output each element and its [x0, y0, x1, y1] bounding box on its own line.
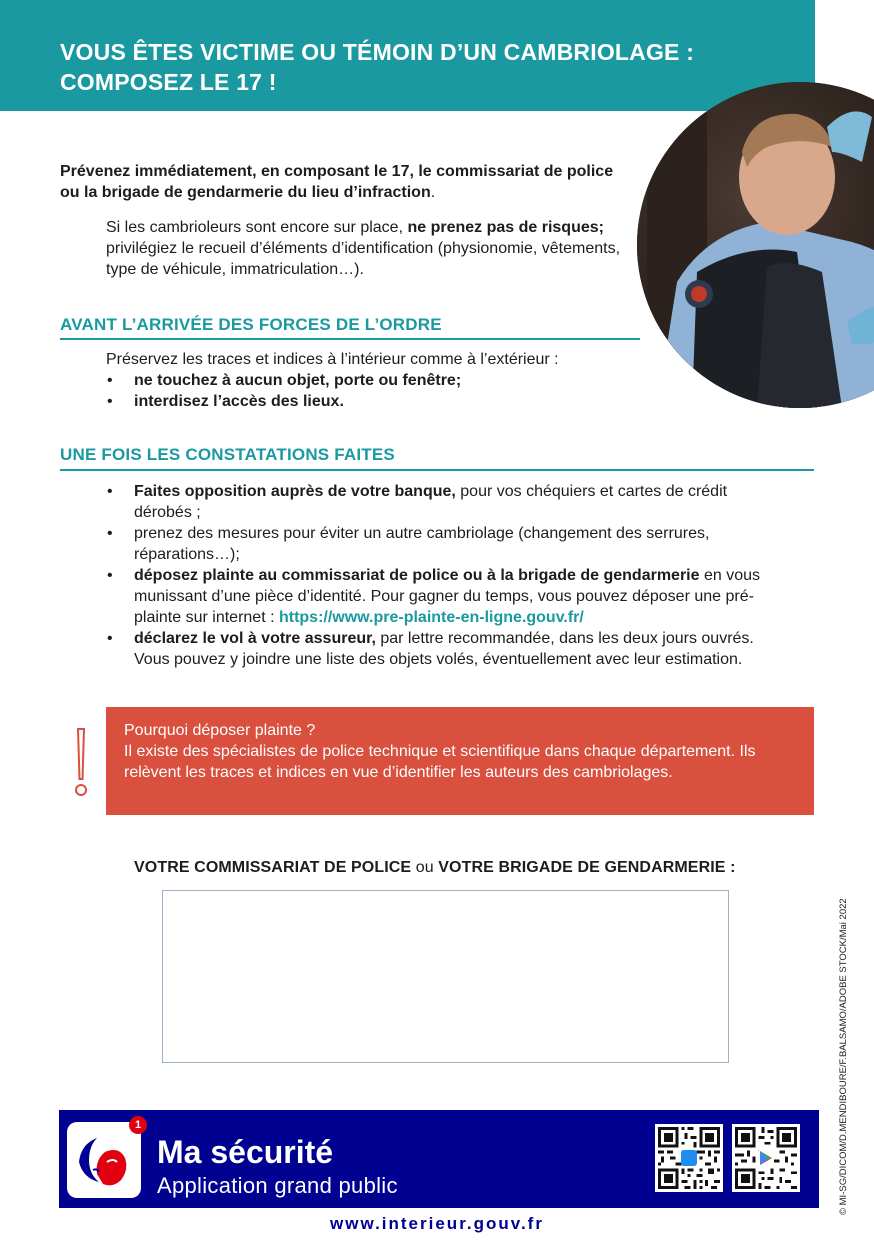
- app-name: Ma sécurité: [157, 1134, 334, 1170]
- gendarme-photo: [637, 82, 874, 408]
- station-address-field[interactable]: [162, 890, 729, 1063]
- alert-box: [106, 707, 814, 815]
- app-store-icon: [681, 1150, 697, 1166]
- intro-strong: Prévenez immédiatement, en composant le 17, le commissariat de police ou la brigade de gendarmerie du lieu d’infraction: [60, 163, 614, 201]
- advice-text: [106, 217, 626, 280]
- station-label-ou: ou: [415, 859, 434, 876]
- alert-body: Il existe des spécialistes de police technique et scientifique dans chaque département. Ils relèvent les traces et indices en vue d’identifier les auteurs des cambriolages.: [124, 743, 756, 781]
- page-title: [60, 37, 800, 97]
- list-item: [106, 523, 786, 565]
- intro-end: .: [430, 184, 436, 201]
- intro-text: [60, 161, 620, 203]
- advice-bold: ne prenez pas de risques;: [407, 219, 604, 236]
- station-label-part2: VOTRE BRIGADE DE GENDARMERIE :: [433, 859, 736, 876]
- list-item-text: prenez des mesures pour éviter un autre cambriolage (changement des serrures, réparations…);: [134, 525, 710, 563]
- station-label-part1: VOTRE COMMISSARIAT DE POLICE: [134, 859, 416, 876]
- list-item-bold: ne touchez à aucun objet, porte ou fenêtre;: [134, 372, 462, 389]
- list-item-bold: déposez plainte au commissariat de police ou à la brigade de gendarmerie: [134, 567, 700, 584]
- photo-credit: © MI-SG/DICOM/D.MENDIBOURE/F.BALSAMO/ADOBE STOCK/Mai 2022: [838, 898, 849, 1215]
- page-title-line1: VOUS ÊTES VICTIME OU TÉMOIN D’UN CAMBRIOLAGE :: [60, 39, 695, 65]
- section-after-list: [106, 481, 786, 670]
- app-subtitle: Application grand public: [157, 1173, 398, 1198]
- station-label: [134, 859, 736, 877]
- list-item: [106, 628, 786, 670]
- list-item: [106, 481, 786, 523]
- list-item-text: en vous munissant d’une pièce d’identité. Pour gagner du temps, vous pouvez déposer une pré-plainte sur internet :: [134, 567, 760, 626]
- advice-part2: privilégiez le recueil d’éléments d’identification (physionomie, vêtements, type de véhicule, immatriculation…).: [106, 240, 621, 278]
- list-item-bold: interdisez l’accès des lieux.: [134, 393, 344, 410]
- pre-plainte-link[interactable]: https://www.pre-plainte-en-ligne.gouv.fr/: [278, 609, 584, 626]
- list-item-bold: déclarez le vol à votre assureur,: [134, 630, 376, 647]
- footer-site-link[interactable]: www.interieur.gouv.fr: [330, 1214, 544, 1233]
- app-store-qr-code[interactable]: [655, 1124, 723, 1192]
- notification-badge: 1: [129, 1116, 147, 1134]
- section-after-heading: UNE FOIS LES CONSTATATIONS FAITES: [60, 445, 395, 464]
- exclamation-icon: [70, 727, 92, 804]
- section-before-heading: AVANT L’ARRIVÉE DES FORCES DE L’ORDRE: [60, 315, 442, 334]
- google-play-icon: [758, 1150, 774, 1166]
- app-logo-icon[interactable]: [67, 1122, 141, 1198]
- list-item: [106, 565, 786, 628]
- advice-part1: Si les cambrioleurs sont encore sur place,: [106, 219, 408, 236]
- section-before-list: [106, 370, 626, 412]
- list-item-text: par lettre recommandée, dans les deux jours ouvrés. Vous pouvez y joindre une liste des objets volés, éventuellement avec leur estimation.: [134, 630, 754, 668]
- list-item: [106, 391, 626, 412]
- section-before-rule: [60, 338, 640, 340]
- section-after-rule: [60, 469, 814, 471]
- list-item-bold: Faites opposition auprès de votre banque,: [134, 483, 456, 500]
- list-item-text: pour vos chéquiers et cartes de crédit dérobés ;: [134, 483, 728, 521]
- google-play-qr-code[interactable]: [732, 1124, 800, 1192]
- section-before-lead: Préservez les traces et indices à l’intérieur comme à l’extérieur :: [106, 351, 559, 368]
- page-title-line2: COMPOSEZ LE 17 !: [60, 69, 277, 95]
- alert-question: Pourquoi déposer plainte ?: [124, 722, 316, 739]
- list-item: [106, 370, 626, 391]
